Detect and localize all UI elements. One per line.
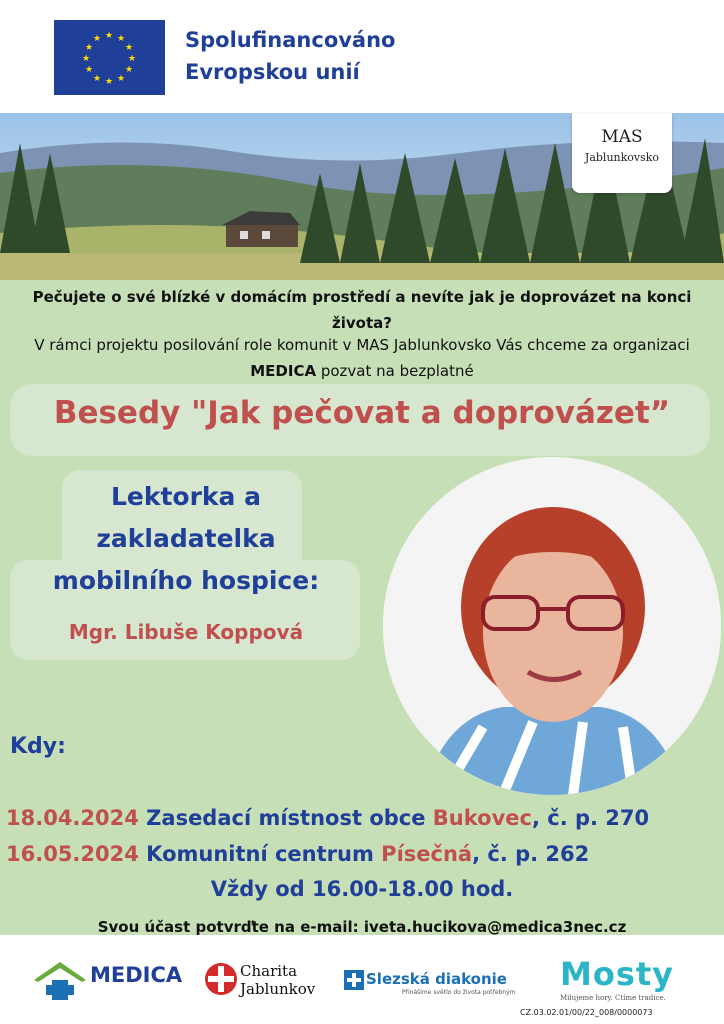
event-2-place: Komunitní centrum [146, 842, 374, 866]
intro-text-before: V rámci projektu posilování role komunit v MAS Jablunkovsko Vás chceme za organizaci [34, 336, 690, 354]
event-1-date: 18.04.2024 [6, 806, 139, 830]
event-2-date: 16.05.2024 [6, 842, 139, 866]
slezska-diakonie-icon [344, 970, 364, 994]
event-time: Vždy od 16.00-18.00 hod. [210, 877, 514, 901]
slezska-diakonie-tagline: Přinášíme světlo do života potřebným [402, 989, 516, 996]
svg-text:★: ★ [124, 43, 134, 53]
svg-text:★: ★ [81, 54, 91, 64]
event-1-address: , č. p. 270 [531, 806, 650, 830]
mas-logo-line-2: Jablunkovsko [584, 151, 660, 164]
eu-line-2: Evropskou unií [185, 60, 360, 84]
svg-text:★: ★ [116, 34, 126, 44]
svg-text:★: ★ [124, 65, 134, 75]
charita-line-2: Jablunkov [240, 980, 316, 998]
event-1-place: Zasedací místnost obce [146, 806, 426, 830]
event-1-town: Bukovec [432, 806, 532, 830]
event-row-1 [6, 806, 724, 830]
lecturer-portrait [383, 457, 721, 795]
intro-text-after: pozvat na bezplatné [316, 362, 474, 380]
confirm-email-text: Svou účast potvrďte na e-mail: iveta.hucikova@medica3nec.cz [97, 918, 627, 936]
svg-text:★: ★ [116, 74, 126, 84]
medica-logo-text: MEDICA [90, 963, 183, 987]
eu-flag-icon [54, 20, 165, 95]
event-row-2 [6, 842, 724, 866]
project-code: CZ.03.02.01/00/22_008/0000073 [520, 1008, 653, 1017]
event-title: Besedy "Jak pečovat a doprovázet” [53, 395, 671, 431]
intro-text [0, 332, 724, 384]
lecturer-line-3: mobilního hospice: [52, 566, 320, 595]
svg-text:★: ★ [104, 31, 114, 41]
svg-text:★: ★ [84, 43, 94, 53]
lecturer-line-1: Lektorka a [110, 482, 262, 511]
eu-cofunding-text [185, 24, 395, 88]
svg-text:★: ★ [92, 34, 102, 44]
event-2-town: Písečná [381, 842, 473, 866]
slezska-diakonie-text: Slezská diakonie [366, 970, 507, 988]
mosty-logo-text: Mosty [560, 955, 675, 993]
mosty-tagline: Milujeme hory. Ctíme tradice. [560, 994, 666, 1002]
mas-logo-line-1: MAS [601, 127, 643, 147]
lecturer-line-2: zakladatelka [96, 524, 276, 553]
lecturer-name: Mgr. Libuše Koppová [68, 620, 304, 644]
svg-text:★: ★ [84, 65, 94, 75]
intro-question: Pečujete o své blízké v domácím prostředí a nevíte jak je doprovázet na konci života? [32, 288, 692, 332]
schedule-label: Kdy: [10, 734, 66, 759]
event-2-address: , č. p. 262 [472, 842, 590, 866]
svg-text:★: ★ [104, 77, 114, 87]
charita-line-1: Charita [240, 962, 298, 980]
svg-text:★: ★ [92, 74, 102, 84]
lecturer-role [0, 476, 372, 602]
eu-line-1: Spolufinancováno [185, 28, 396, 52]
charita-cross-icon [204, 962, 238, 1000]
mas-jablunkovsko-logo [572, 113, 672, 193]
svg-text:★: ★ [127, 54, 137, 64]
medica-cross-icon [34, 960, 86, 1006]
intro-text-bold: MEDICA [250, 362, 317, 380]
